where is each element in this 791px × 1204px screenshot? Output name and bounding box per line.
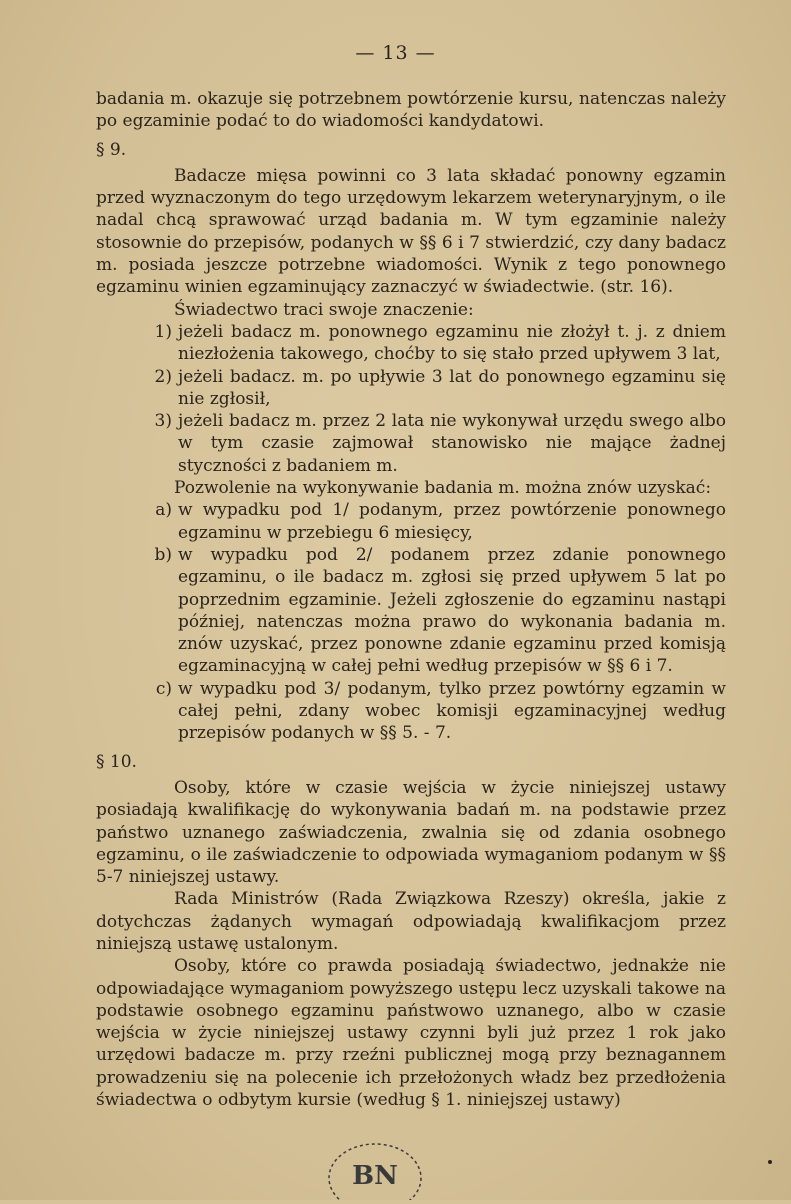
list-text: jeżeli badacz. m. po upływie 3 lat do ponownego egzaminu się nie zgłosił, (178, 366, 726, 409)
paragraph: Rada Ministrów (Rada Związkowa Rzeszy) określa, jakie z dotychczas żądanych wymagań odpowiadają kwalifikacjom przez niniejszą ustawę ustalonym. (96, 889, 726, 954)
list-text: jeżeli badacz m. przez 2 lata nie wykonywał urzędu swego albo w tym czasie zajmował stanowisko nie mające żadnej styczności z badaniem m. (178, 411, 726, 476)
paragraph: Pozwolenie na wykonywanie badania m. można znów uzyskać: (174, 478, 712, 499)
list-text: jeżeli badacz m. ponownego egzaminu nie złożył t. j. z dniem niezłożenia takowego, choćby to się stało przed upływem 3 lat, (178, 321, 726, 365)
paragraph: Osoby, które co prawda posiadają świadectwo, jednakże nie odpowiadające wymaganiom powyższego ustępu lecz uzyskali takowe na podstawie osobnego egzaminu państwowo uznanego, albo w czasie wejścia w życie niniejszej ustawy czynni byli już przez 1 rok jako urzędowi badacze m. przy rzeźni publicznej mogą przy beznagannem prowadzeniu się na polecenie ich przełożonych władz bez przedłożenia świadectwa o odbytym kursie (według § 1. niniejszej ustawy) (96, 956, 726, 1111)
list-text: w wypadku pod 2/ podanem przez zdanie ponownego egzaminu, o ile badacz m. zgłosi się przed upływem 5 lat po poprzednim egzaminie. Jeżeli zgłoszenie do egzaminu nastąpi później, natenczas można prawo do wykonania badania m. znów uzyskać, przez ponowne zdanie egzaminu przed komisją egzaminacyjną w całej pełni według przepisów w §§ 6 i 7. (178, 544, 726, 677)
page-number: — 13 — (355, 42, 436, 64)
stamp-text: BN (352, 1161, 398, 1191)
list-label: b) (154, 544, 172, 565)
ink-dot (768, 1160, 772, 1164)
list-label: c) (155, 678, 172, 699)
list-label: 3) (154, 411, 172, 432)
list-item (96, 499, 726, 544)
section-heading: § 10. (96, 751, 137, 772)
section-heading: § 9. (96, 139, 127, 160)
list-item (96, 678, 726, 745)
list-item (96, 321, 726, 366)
list-text: w wypadku pod 1/ podanym, przez powtórzenie ponownego egzaminu w przebiegu 6 miesięcy, (178, 500, 726, 543)
list-item (96, 410, 726, 477)
list-item (96, 366, 726, 411)
list-label: 2) (154, 366, 172, 387)
list-label: a) (155, 500, 172, 521)
paragraph: badania m. okazuje się potrzebnem powtórzenie kursu, natenczas należy po egzaminie podać to do wiadomości kandydatowi. (96, 89, 726, 132)
paragraph: Osoby, które w czasie wejścia w życie niniejszej ustawy posiadają kwalifikację do wykonywania badań m. na podstawie przez państwo uznanego zaświadczenia, zwalnia się od zdania osobnego egzaminu, o ile zaświadczenie to odpowiada wymaganiom podanym w §§ 5-7 niniejszej ustawy. (96, 777, 726, 888)
list-text: w wypadku pod 3/ podanym, tylko przez powtórny egzamin w całej pełni, zdany wobec komisji egzaminacyjnej według przepisów podanych w §§ 5. - 7. (178, 678, 726, 744)
list-item (96, 544, 726, 678)
paragraph: Świadectwo traci swoje znaczenie: (174, 299, 474, 320)
library-stamp (310, 1118, 440, 1200)
document-body (96, 88, 726, 1111)
stamp-icon (310, 1118, 440, 1200)
paragraph: Badacze mięsa powinni co 3 lata składać ponowny egzamin przed wyznaczonym do tego urzędowym lekarzem weterynaryjnym, o ile nadal chcą sprawować urząd badania m. W tym egzaminie należy stosownie do przepisów, podanych w §§ 6 i 7 stwierdzić, czy dany badacz m. posiada jeszcze potrzebne wiadomości. Wynik z tego ponownego egzaminu winien egzaminujący zaznaczyć w świadectwie. (str. 16). (96, 165, 726, 298)
list-label: 1) (154, 321, 172, 342)
